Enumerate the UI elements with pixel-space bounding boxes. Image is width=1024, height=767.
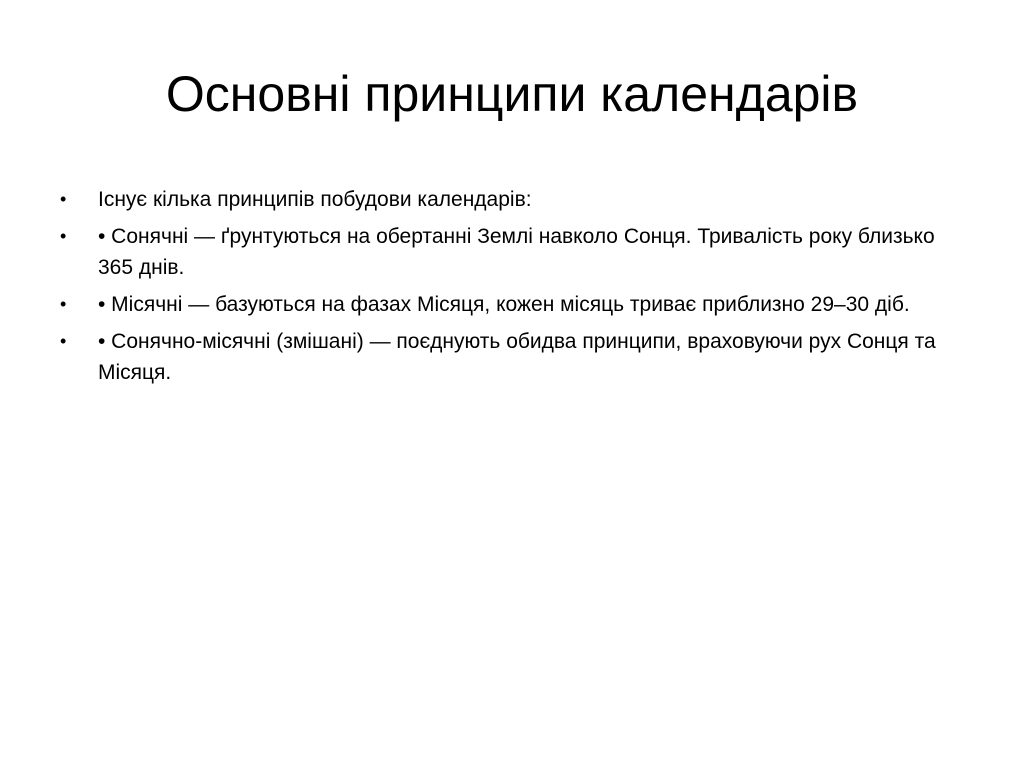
bullet-marker: • <box>60 331 67 351</box>
bullet-marker: • <box>60 226 67 246</box>
bullet-text: Існує кілька принципів побудови календарів: <box>98 188 532 211</box>
bullet-marker: • <box>60 189 67 209</box>
bullet-item <box>60 184 950 215</box>
bullet-text: • Сонячні — ґрунтуються на обертанні Землі навколо Сонця. Тривалість року близько 365 днів. <box>98 225 935 279</box>
slide-title: Основні принципи календарів <box>165 66 859 122</box>
bullet-list <box>60 184 950 394</box>
bullet-item <box>60 221 950 283</box>
bullet-item <box>60 289 950 320</box>
bullet-marker: • <box>60 294 67 314</box>
bullet-text: • Сонячно-місячні (змішані) — поєднують обидва принципи, враховуючи рух Сонця та Місяця. <box>98 330 936 384</box>
bullet-item <box>60 326 950 388</box>
bullet-text: • Місячні — базуються на фазах Місяця, кожен місяць триває приблизно 29–30 діб. <box>98 293 910 316</box>
